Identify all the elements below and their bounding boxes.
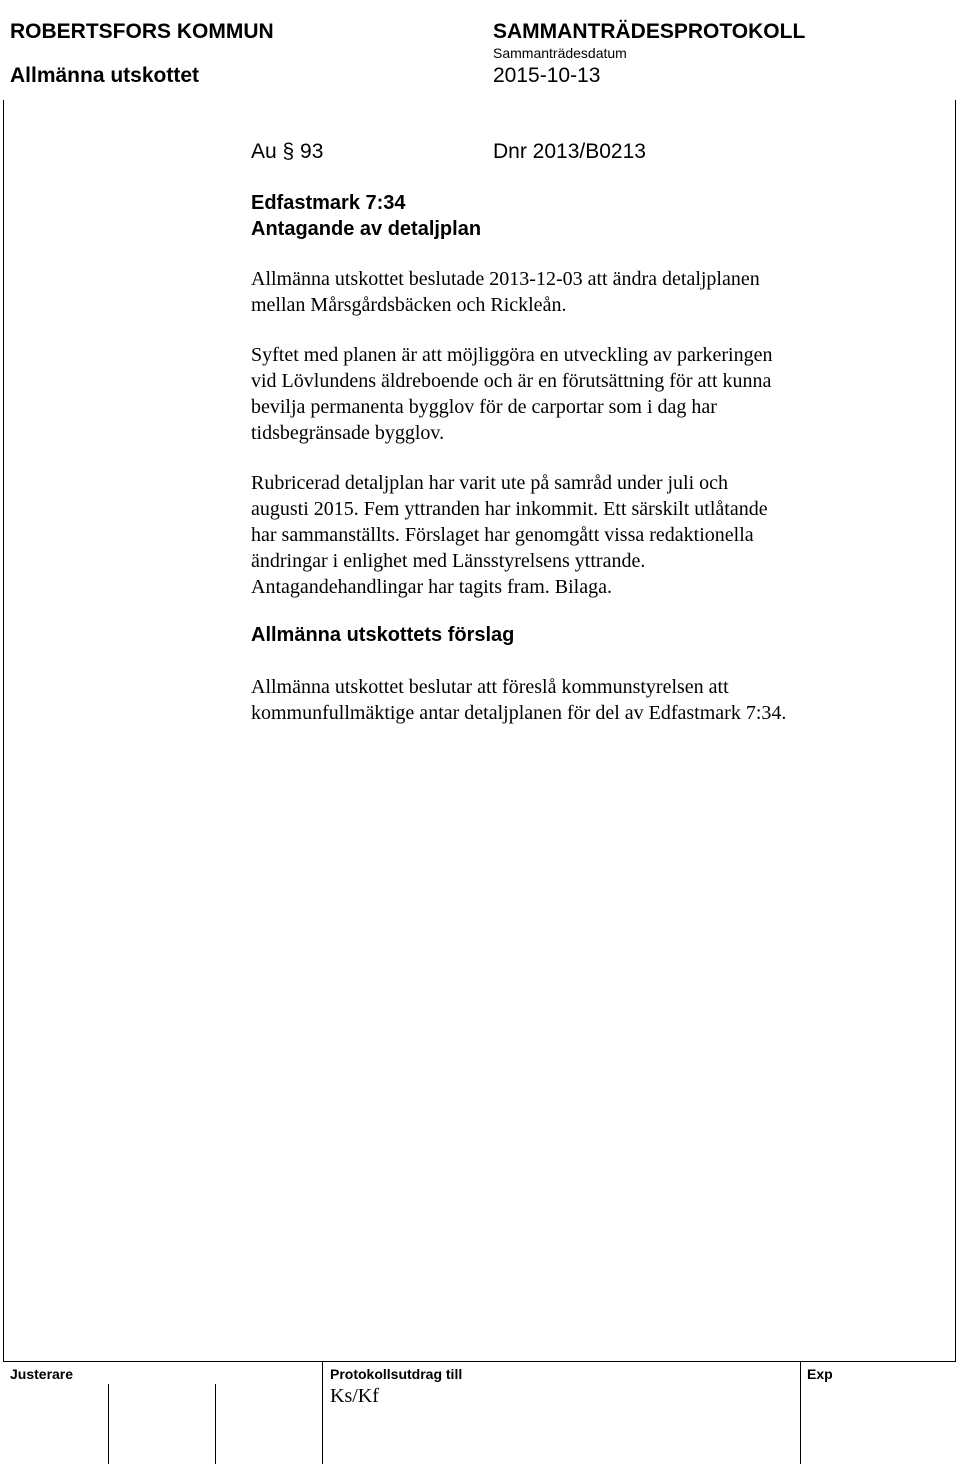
footer-column-divider [800, 1362, 801, 1464]
paragraph-number: Au § 93 [251, 140, 324, 163]
paragraph-1 [251, 266, 871, 318]
paragraph-4-line: Allmänna utskottet beslutar att föreslå kommunstyrelsen att [251, 676, 729, 698]
case-title-line2: Antagande av detaljplan [251, 218, 482, 240]
paragraph-3-line: har sammanställts. Förslaget har genomgått vissa redaktionella [251, 524, 754, 546]
paragraph-3-line: augusti 2015. Fem yttranden har inkommit. Ett särskilt utlåtande [251, 498, 768, 520]
signature-box-divider [322, 1362, 323, 1464]
paragraph-2-line: vid Lövlundens äldreboende och är en förutsättning för att kunna [251, 370, 772, 392]
protokollsutdrag-label: Protokollsutdrag till [330, 1366, 463, 1382]
document-type: SAMMANTRÄDESPROTOKOLL [493, 20, 806, 43]
date-label: Sammanträdesdatum [493, 45, 627, 61]
footer-top-line [3, 1361, 956, 1362]
paragraph-2-line: Syftet med planen är att möjliggöra en utveckling av parkeringen [251, 344, 773, 366]
paragraph-2-line: tidsbegränsade bygglov. [251, 422, 445, 444]
paragraph-3 [251, 470, 871, 600]
paragraph-3-line: Antagandehandlingar har tagits fram. Bilaga. [251, 576, 612, 598]
proposal-heading: Allmänna utskottets förslag [251, 624, 515, 646]
paragraph-4-line: kommunfullmäktige antar detaljplanen för del av Edfastmark 7:34. [251, 702, 787, 724]
recipients: Ks/Kf [330, 1385, 379, 1407]
paragraph-3-line: ändringar i enlighet med Länsstyrelsens yttrande. [251, 550, 646, 572]
signature-box-divider [108, 1384, 109, 1464]
meeting-date: 2015-10-13 [493, 64, 601, 87]
frame-right-line [955, 100, 956, 1362]
paragraph-3-line: Rubricerad detaljplan har varit ute på samråd under juli och [251, 472, 729, 494]
case-title-line1: Edfastmark 7:34 [251, 192, 406, 214]
municipality-name: ROBERTSFORS KOMMUN [10, 20, 274, 43]
paragraph-2 [251, 342, 871, 446]
dnr: Dnr 2013/B0213 [493, 140, 646, 163]
signature-box-divider [215, 1384, 216, 1464]
exp-label: Exp [807, 1366, 833, 1382]
paragraph-4 [251, 674, 871, 726]
justerare-label: Justerare [10, 1366, 74, 1382]
paragraph-1-line: mellan Mårsgårdsbäcken och Rickleån. [251, 294, 567, 316]
frame-left-line [3, 100, 4, 1362]
committee-name: Allmänna utskottet [10, 64, 200, 87]
paragraph-2-line: bevilja permanenta bygglov för de carportar som i dag har [251, 396, 717, 418]
paragraph-1-line: Allmänna utskottet beslutade 2013-12-03 att ändra detaljplanen [251, 268, 760, 290]
